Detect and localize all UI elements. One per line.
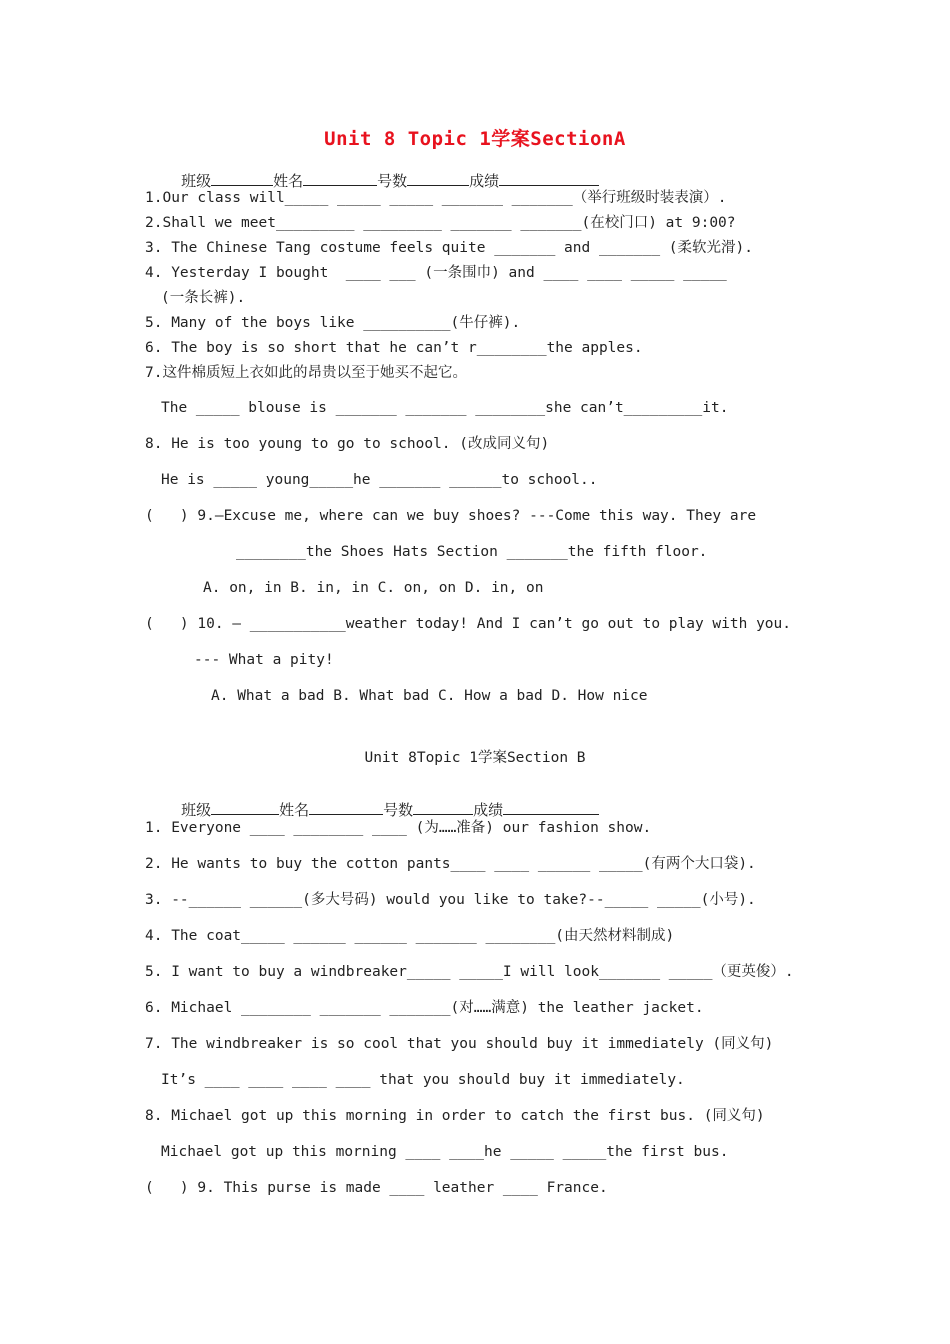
question-a10: ( ) 10. — ___________weather today! And I can’t go out to play with you. [145,616,792,632]
class-blank[interactable] [211,171,273,186]
name-blank[interactable] [309,800,383,815]
question-a8-answer: He is _____ young_____he _______ ______to school.. [161,472,598,488]
question-a6: 6. The boy is so short that he can’t r________the apples. [145,340,643,356]
question-a10-reply: --- What a pity! [194,652,334,668]
score-label: 成绩 [469,172,500,190]
question-a9-cont: ________the Shoes Hats Section _______the fifth floor. [236,544,708,560]
score-blank[interactable] [503,800,599,815]
name-blank[interactable] [303,171,377,186]
question-a7: 7.这件棉质短上衣如此的昂贵以至于她买不起它。 [145,365,467,381]
question-b2: 2. He wants to buy the cotton pants____ ____ ______ _____(有两个大口袋). [145,856,756,872]
question-a8: 8. He is too young to go to school. (改成同义句) [145,436,550,452]
question-a5: 5. Many of the boys like __________(牛仔裤). [145,315,521,331]
question-b5: 5. I want to buy a windbreaker_____ _____I will look_______ _____（更英俊）. [145,964,794,980]
class-blank[interactable] [211,800,279,815]
question-a9: ( ) 9.—Excuse me, where can we buy shoes? ---Come this way. They are [145,508,757,524]
number-blank[interactable] [407,171,469,186]
question-b8-answer: Michael got up this morning ____ ____he _____ _____the first bus. [161,1144,729,1160]
question-b6: 6. Michael ________ _______ _______(对……满意) the leather jacket. [145,1000,704,1016]
class-label: 班级 [181,172,212,190]
question-b8: 8. Michael got up this morning in order to catch the first bus. (同义句) [145,1108,765,1124]
number-blank[interactable] [413,800,473,815]
score-label: 成绩 [473,801,504,819]
name-label: 姓名 [279,801,310,819]
number-label: 号数 [377,172,408,190]
question-a2: 2.Shall we meet_________ _________ _______ _______(在校门口) at 9:00? [145,215,736,231]
section-a-title: Unit 8 Topic 1学案SectionA [324,128,626,150]
question-a3: 3. The Chinese Tang costume feels quite _______ and _______ (柔软光滑). [145,240,753,256]
question-a10-options: A. What a bad B. What bad C. How a bad D. How nice [211,688,648,704]
question-a1: 1.Our class will_____ _____ _____ _______ _______（举行班级时装表演）. [145,190,727,206]
question-a4-cont: (一条长裤). [161,290,246,306]
class-label: 班级 [181,801,212,819]
question-a7-answer: The _____ blouse is _______ _______ ________she can’t_________it. [161,400,729,416]
question-a4: 4. Yesterday I bought ____ ___ (一条围巾) and ____ ____ _____ _____ [145,265,727,281]
section-b-title: Unit 8Topic 1学案Section B [364,750,586,766]
question-b7-answer: It’s ____ ____ ____ ____ that you should buy it immediately. [161,1072,685,1088]
question-b9: ( ) 9. This purse is made ____ leather ____ France. [145,1180,608,1196]
question-a9-options: A. on, in B. in, in C. on, on D. in, on [203,580,544,596]
score-blank[interactable] [499,171,599,186]
number-label: 号数 [383,801,414,819]
question-b7: 7. The windbreaker is so cool that you should buy it immediately (同义句) [145,1036,774,1052]
name-label: 姓名 [273,172,304,190]
question-b4: 4. The coat_____ ______ ______ _______ ________(由天然材料制成) [145,928,675,944]
question-b3: 3. --______ ______(多大号码) would you like to take?--_____ _____(小号). [145,892,756,908]
question-b1: 1. Everyone ____ ________ ____ (为……准备) our fashion show. [145,820,652,836]
